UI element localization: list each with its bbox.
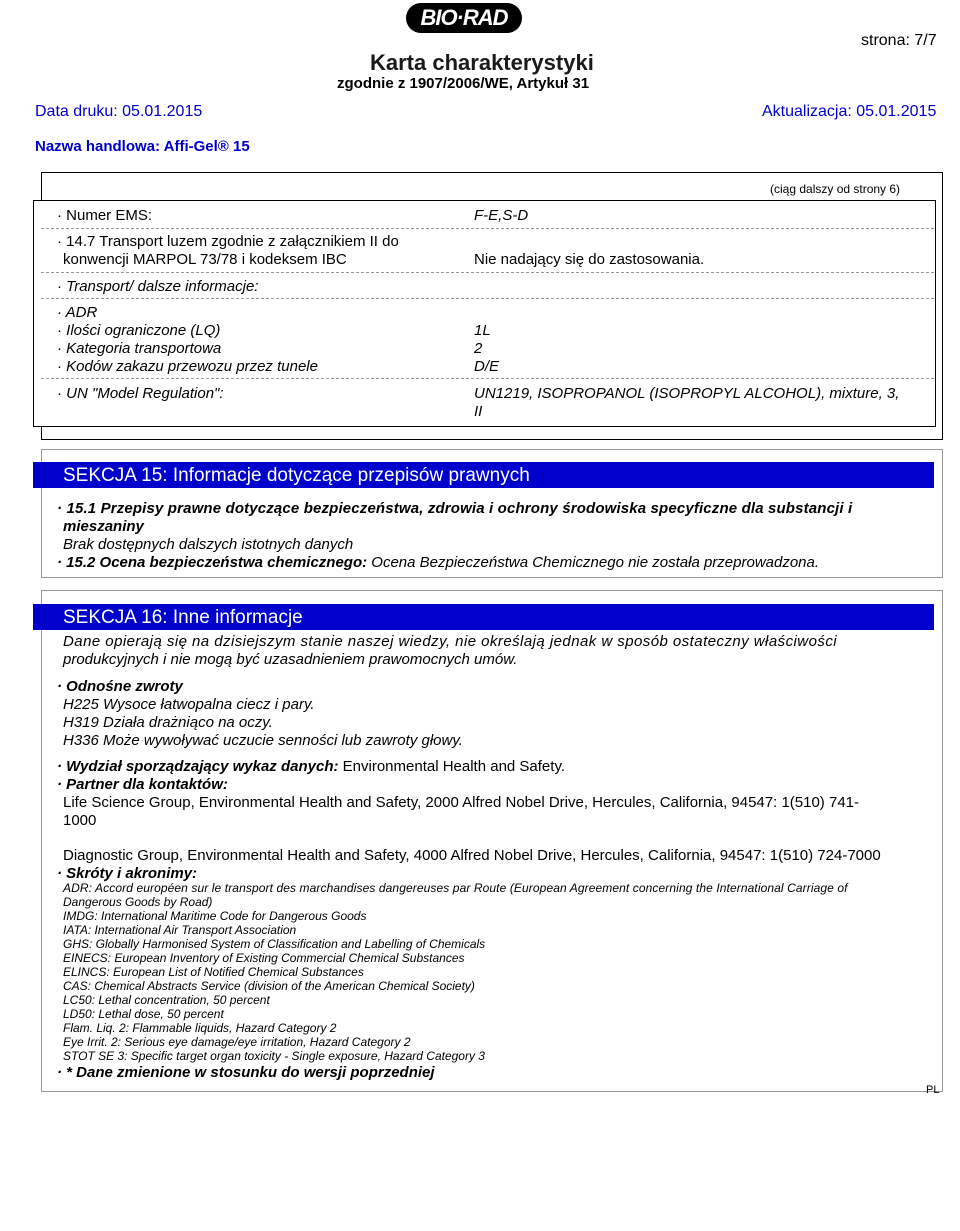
ems-label: · Numer EMS: bbox=[57, 207, 153, 224]
divider bbox=[41, 378, 934, 379]
divider bbox=[41, 272, 934, 273]
update-date: Aktualizacja: 05.01.2015 bbox=[762, 103, 937, 120]
section15-1-label-2: mieszaniny bbox=[63, 518, 144, 535]
section16-heading-bar bbox=[33, 604, 934, 630]
hazard-phrase: H336 Może wywoływać uczucie senności lub zawroty głowy. bbox=[63, 732, 463, 749]
department-line bbox=[57, 758, 565, 775]
tunnel-code-label: · Kodów zakazu przewozu przez tunele bbox=[57, 358, 318, 375]
abbreviation-item: ELINCS: European List of Notified Chemical Substances bbox=[63, 965, 364, 979]
un-model-value-1: UN1219, ISOPROPANOL (ISOPROPYL ALCOHOL), mixture, 3, bbox=[474, 385, 900, 402]
document-title: Karta charakterystyki bbox=[370, 50, 594, 75]
abbreviations-label: · Skróty i akronimy: bbox=[57, 865, 198, 882]
abbreviation-item: Dangerous Goods by Road) bbox=[63, 895, 213, 909]
contact-diagnostic: Diagnostic Group, Environmental Health and Safety, 4000 Alfred Nobel Drive, Hercules, California, 94547: 1(510) 724-7000 bbox=[63, 847, 881, 864]
lq-label: · Ilości ograniczone (LQ) bbox=[57, 322, 221, 339]
lq-value: 1L bbox=[474, 322, 491, 339]
bulk-transport-label-2: konwencji MARPOL 73/78 i kodeksem IBC bbox=[63, 251, 347, 268]
bulk-transport-label-1: · 14.7 Transport luzem zgodnie z załącznikiem II do bbox=[57, 233, 399, 250]
page-number: strona: 7/7 bbox=[861, 32, 937, 49]
abbreviation-item: Flam. Liq. 2: Flammable liquids, Hazard Category 2 bbox=[63, 1021, 337, 1035]
un-model-value-2: II bbox=[474, 403, 483, 420]
ems-value: F-E,S-D bbox=[474, 207, 529, 224]
trade-name: Nazwa handlowa: Affi-Gel® 15 bbox=[35, 138, 250, 155]
section15-2-line bbox=[57, 554, 819, 571]
abbreviation-item: CAS: Chemical Abstracts Service (division of the American Chemical Society) bbox=[63, 979, 475, 993]
section15-heading: SEKCJA 15: Informacje dotyczące przepisów prawnych bbox=[63, 465, 530, 486]
adr-label: · ADR bbox=[57, 304, 98, 321]
bulk-transport-value: Nie nadający się do zastosowania. bbox=[474, 251, 705, 268]
section15-heading-bar bbox=[33, 462, 934, 488]
section16-heading: SEKCJA 16: Inne informacje bbox=[63, 607, 303, 628]
tunnel-code-value: D/E bbox=[474, 358, 500, 375]
abbreviation-item: Eye Irrit. 2: Serious eye damage/eye irritation, Hazard Category 2 bbox=[63, 1035, 411, 1049]
section15-2-text: Ocena Bezpieczeństwa Chemicznego nie została przeprowadzona. bbox=[367, 554, 820, 571]
section15-1-text: Brak dostępnych dalszych istotnych danych bbox=[63, 536, 354, 553]
print-date: Data druku: 05.01.2015 bbox=[35, 103, 203, 120]
phrases-label: · Odnośne zwroty bbox=[57, 678, 183, 695]
contact-label: · Partner dla kontaktów: bbox=[57, 776, 228, 793]
divider bbox=[41, 228, 934, 229]
contact-life-science-2: 1000 bbox=[63, 812, 97, 829]
abbreviation-item: STOT SE 3: Specific target organ toxicity - Single exposure, Hazard Category 3 bbox=[63, 1049, 485, 1063]
divider bbox=[41, 298, 934, 299]
language-code: PL bbox=[926, 1084, 940, 1096]
continued-note: (ciąg dalszy od strony 6) bbox=[770, 182, 901, 196]
hazard-phrase: H319 Działa drażniąco na oczy. bbox=[63, 714, 273, 731]
section15-1-label-1: · 15.1 Przepisy prawne dotyczące bezpieczeństwa, zdrowia i ochrony środowiska specyficzne dla substancji i bbox=[57, 500, 853, 517]
un-model-label: · UN "Model Regulation": bbox=[57, 385, 224, 402]
section15-2-label: · 15.2 Ocena bezpieczeństwa chemicznego: bbox=[57, 554, 368, 571]
document-subtitle: zgodnie z 1907/2006/WE, Artykuł 31 bbox=[337, 75, 590, 92]
hazard-phrase: H225 Wysoce łatwopalna ciecz i pary. bbox=[63, 696, 315, 713]
section16-intro-2: produkcyjnych i nie mogą być uzasadnieniem prawomocnych umów. bbox=[63, 651, 518, 668]
abbreviation-item: IMDG: International Maritime Code for Dangerous Goods bbox=[63, 909, 367, 923]
abbreviation-item: ADR: Accord européen sur le transport des marchandises dangereuses par Route (European Agreement concerning the International Carriage of bbox=[63, 881, 848, 895]
changed-data-note: · * Dane zmienione w stosunku do wersji poprzedniej bbox=[57, 1064, 435, 1081]
abbreviation-item: GHS: Globally Harmonised System of Classification and Labelling of Chemicals bbox=[63, 937, 486, 951]
abbreviation-item: LC50: Lethal concentration, 50 percent bbox=[63, 993, 270, 1007]
bio-rad-logo: BIO·RAD bbox=[406, 3, 522, 33]
abbreviation-item: LD50: Lethal dose, 50 percent bbox=[63, 1007, 224, 1021]
department-label: · Wydział sporządzający wykaz danych: bbox=[57, 758, 339, 775]
section16-intro-1: Dane opierają się na dzisiejszym stanie naszej wiedzy, nie określają jednak w sposób ostateczny właściwości bbox=[63, 633, 838, 650]
abbreviation-item: EINECS: European Inventory of Existing Commercial Chemical Substances bbox=[63, 951, 465, 965]
contact-life-science-1: Life Science Group, Environmental Health and Safety, 2000 Alfred Nobel Drive, Hercules, California, 94547: 1(510) 741- bbox=[63, 794, 859, 811]
abbreviation-item: IATA: International Air Transport Association bbox=[63, 923, 297, 937]
department-value: Environmental Health and Safety. bbox=[338, 758, 566, 775]
transport-category-label: · Kategoria transportowa bbox=[57, 340, 222, 357]
transport-category-value: 2 bbox=[474, 340, 483, 357]
further-info-label: · Transport/ dalsze informacje: bbox=[57, 278, 259, 295]
